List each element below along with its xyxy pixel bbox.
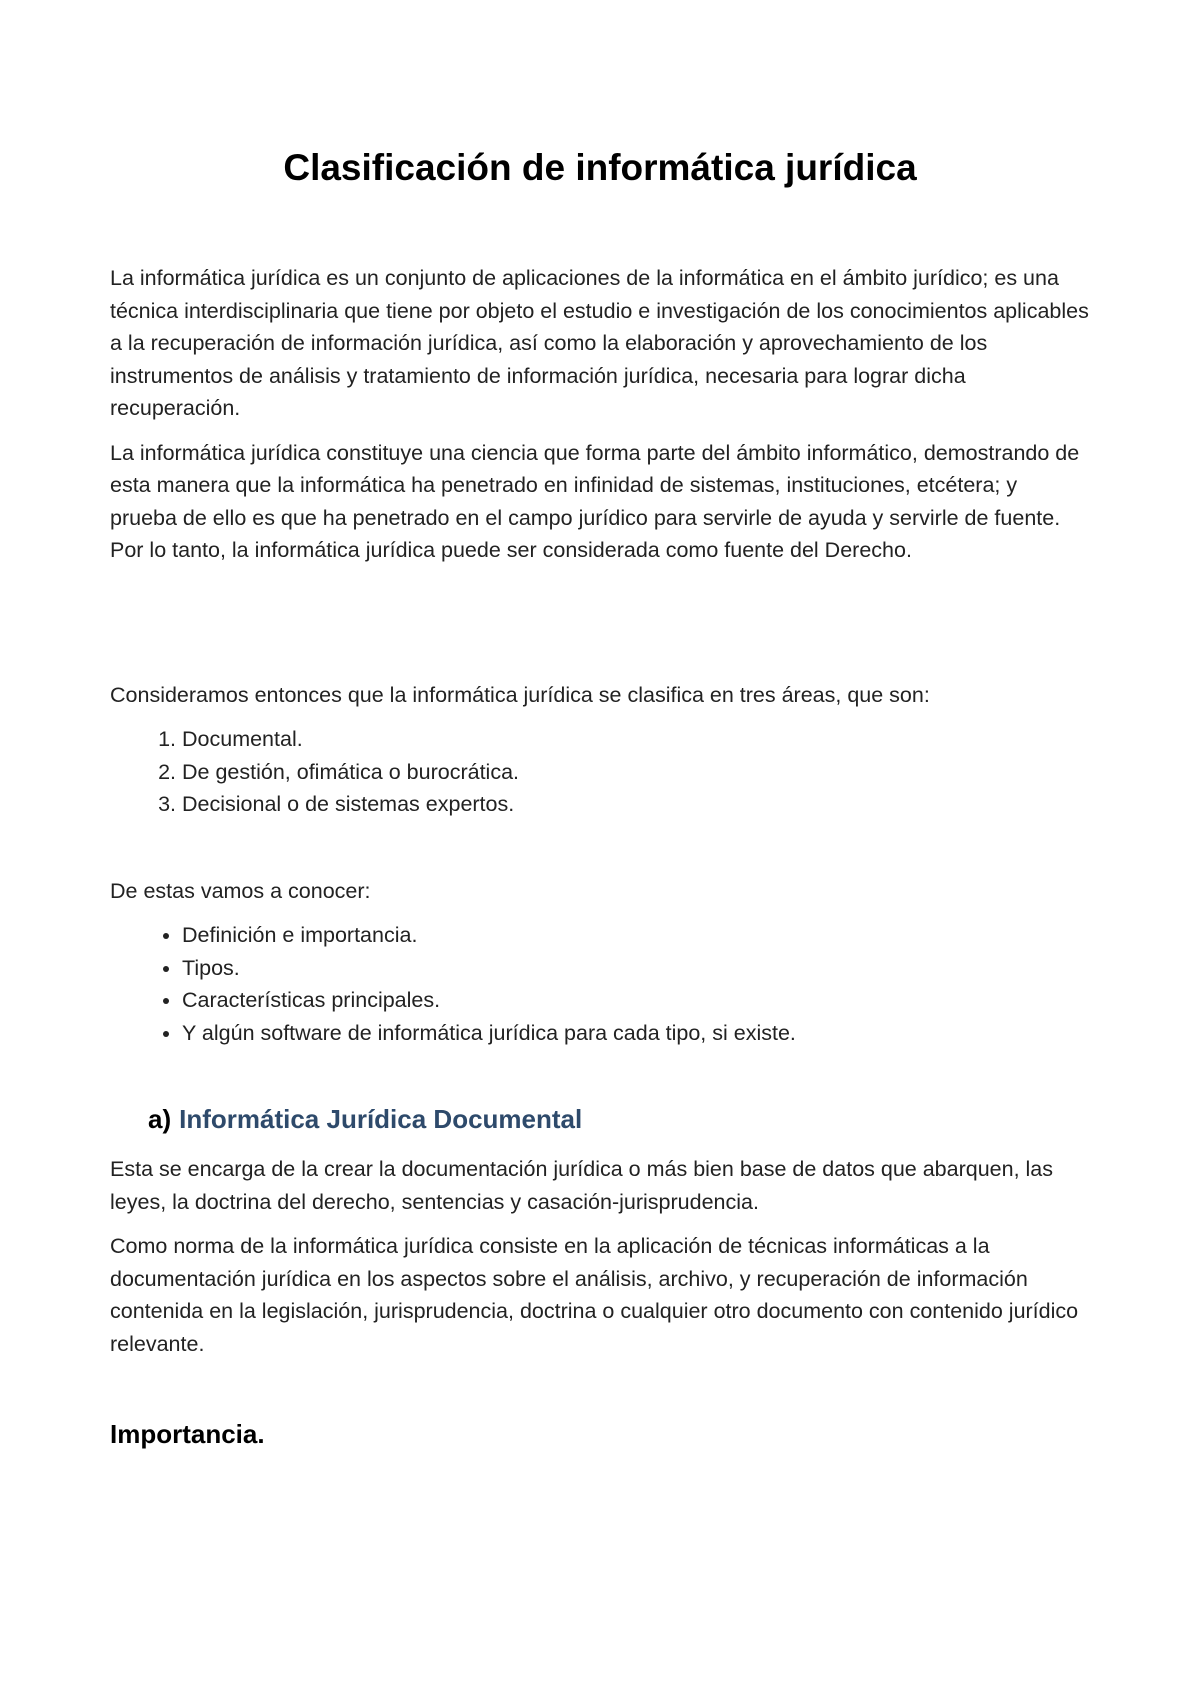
list-item: • Tipos. [182, 952, 1090, 985]
classification-intro: Consideramos entonces que la informática jurídica se clasifica en tres áreas, que son: [110, 682, 930, 707]
list-item: • Y algún software de informática jurídica para cada tipo, si existe. [182, 1017, 1090, 1050]
intro-paragraph-1: La informática jurídica es un conjunto de aplicaciones de la informática en el ámbito jurídico; es una técnica interdisciplinaria que tiene por objeto el estudio e investigación de los conocimientos aplicables a la recuperación de información jurídica, así como la elaboración y aprovechamiento de los instrumentos de análisis y tratamiento de información jurídica, necesaria para lograr dicha recuperación. [110, 266, 1089, 420]
section-a-paragraph-2: Como norma de la informática jurídica consiste en la aplicación de técnicas informáticas a la documentación jurídica en los aspectos sobre el análisis, archivo, y recuperación de información contenida en la legislación, jurisprudencia, doctrina o cualquier otro documento con contenido jurídico relevante. [110, 1234, 1079, 1356]
list-item: 1. Documental. [182, 723, 1090, 756]
topics-list [110, 919, 1090, 1049]
intro-paragraph-2: La informática jurídica constituye una ciencia que forma parte del ámbito informático, demostrando de esta manera que la informática ha penetrado en infinidad de sistemas, instituciones, etcétera; y prueba de ello es que ha penetrado en el campo jurídico para servirle de ayuda y servirle de fuente. Por lo tanto, la informática jurídica puede ser considerada como fuente del Derecho. [110, 440, 1080, 562]
importance-heading: Importancia. [110, 1419, 265, 1449]
list-item: 3. Decisional o de sistemas expertos. [182, 788, 1090, 821]
document-title: Clasificación de informática jurídica [283, 147, 917, 188]
section-a-paragraph-1: Esta se encarga de la crear la documentación jurídica o más bien base de datos que abarquen, las leyes, la doctrina del derecho, sentencias y casación-jurisprudencia. [110, 1157, 1054, 1214]
section-title: Informática Jurídica Documental [179, 1104, 583, 1134]
list-item: • Características principales. [182, 984, 1090, 1017]
areas-list [110, 723, 1090, 821]
section-marker: a) [148, 1104, 172, 1134]
list-item: • Definición e importancia. [182, 919, 1090, 952]
list-item: 2. De gestión, ofimática o burocrática. [182, 756, 1090, 789]
section-a-heading [110, 1101, 1090, 1137]
topics-intro: De estas vamos a conocer: [110, 878, 371, 903]
